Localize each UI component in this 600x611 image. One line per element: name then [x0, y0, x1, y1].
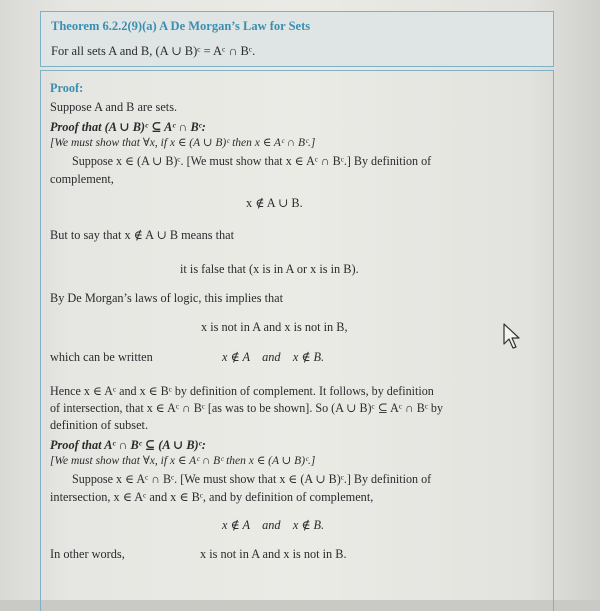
proof-part1-title: Proof that (A ∪ B)ᶜ ⊆ Aᶜ ∩ Bᶜ:	[50, 120, 206, 134]
proof-line: [We must show that ∀x, if x ∈ (A ∪ B)ᶜ then x ∈ Aᶜ ∩ Bᶜ.]	[50, 137, 316, 149]
proof-line: Suppose x ∈ (A ∪ B)ᶜ. [We must show that x ∈ Aᶜ ∩ Bᶜ.] By definition of	[72, 154, 432, 168]
display-math: x is not in A and x is not in B,	[201, 320, 348, 334]
proof-line: But to say that x ∉ A ∪ B means that	[50, 228, 235, 242]
theorem-box	[40, 11, 554, 67]
proof-heading: Proof:	[50, 81, 84, 95]
display-math: x ∉ A and x ∉ B.	[222, 350, 325, 364]
proof-line: Suppose A and B are sets.	[50, 100, 178, 114]
display-math: x is not in A and x is not in B.	[200, 547, 347, 561]
display-math: it is false that (x is in A or x is in B).	[180, 262, 359, 276]
display-math: x ∉ A and x ∉ B.	[222, 518, 325, 532]
proof-line: intersection, x ∈ Aᶜ and x ∈ Bᶜ, and by definition of complement,	[50, 490, 374, 504]
proof-line: Suppose x ∈ Aᶜ ∩ Bᶜ. [We must show that x ∈ (A ∪ B)ᶜ.] By definition of	[72, 472, 432, 486]
proof-line: which can be written	[50, 350, 153, 364]
proof-line: [We must show that ∀x, if x ∈ Aᶜ ∩ Bᶜ then x ∈ (A ∪ B)ᶜ.]	[50, 455, 316, 467]
display-math: x ∉ A ∪ B.	[246, 196, 303, 210]
theorem-statement: For all sets A and B, (A ∪ B)ᶜ = Aᶜ ∩ Bᶜ.	[51, 44, 256, 58]
proof-line: By De Morgan’s laws of logic, this implies that	[50, 291, 284, 305]
theorem-title: Theorem 6.2.2(9)(a) A De Morgan’s Law for Sets	[51, 19, 311, 33]
proof-part2-title: Proof that Aᶜ ∩ Bᶜ ⊆ (A ∪ B)ᶜ:	[50, 438, 206, 452]
proof-line: complement,	[50, 172, 114, 186]
proof-line: Hence x ∈ Aᶜ and x ∈ Bᶜ by definition of complement. It follows, by definition	[50, 384, 434, 398]
proof-line: definition of subset.	[50, 418, 149, 432]
mouse-pointer-icon	[502, 322, 524, 350]
proof-line: In other words,	[50, 547, 125, 561]
proof-line: of intersection, that x ∈ Aᶜ ∩ Bᶜ [as was to be shown]. So (A ∪ B)ᶜ ⊆ Aᶜ ∩ Bᶜ by	[50, 401, 444, 415]
